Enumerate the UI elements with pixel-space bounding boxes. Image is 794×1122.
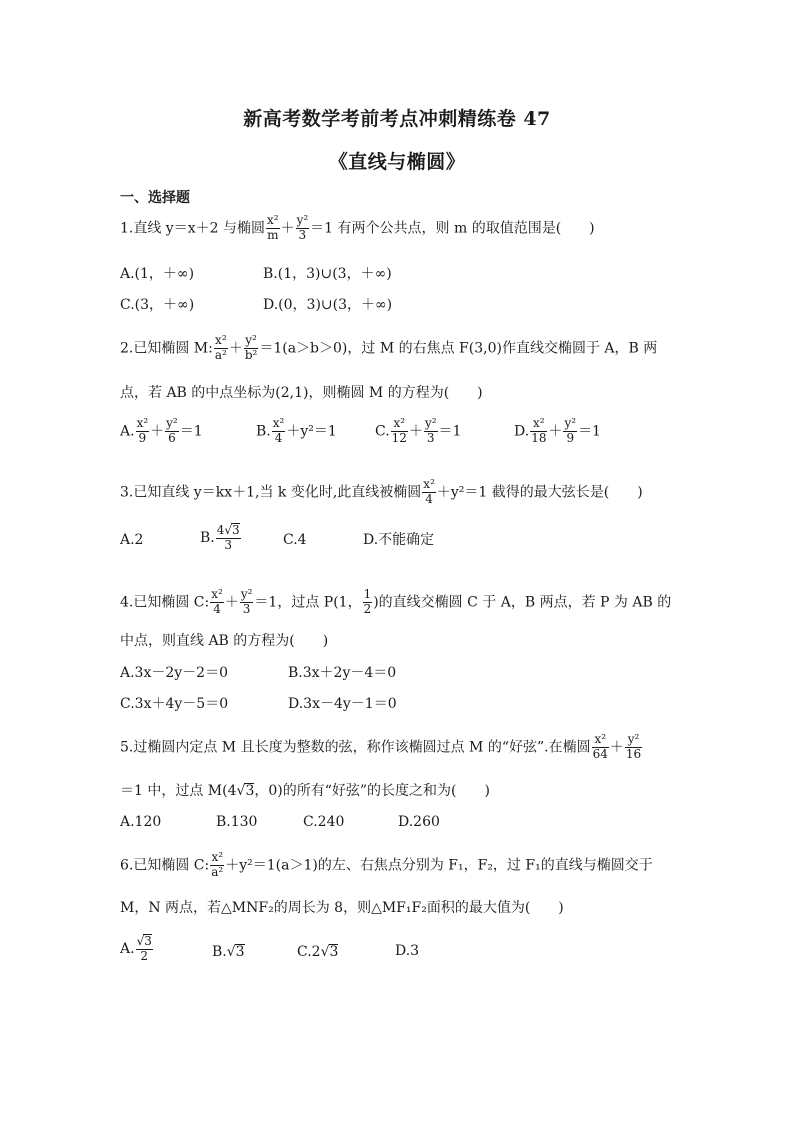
question-2-option-c: C. $\frac{\text{x²}}{12}$ ＋ $\frac{\text{y²}}{3}$ ＝1 [375, 416, 462, 445]
question-1-stem: 1.直线 y＝x＋2 与椭圆 $\frac{\text{x²}}{m}$ ＋ $\frac{\text{y²}}{3}$ ＝1 有两个公共点，则 m 的取值范围是( ) [120, 213, 595, 242]
question-5-stem-line-2: ＝1 中，过点 M(4√3，0)的所有“好弦”的长度之和为( ) [120, 783, 490, 799]
question-5-option-d: D.260 [398, 814, 440, 830]
section-heading: 一、选择题 [120, 190, 190, 206]
question-3-option-b: B. $\frac{4√3}{3}$ [200, 523, 240, 552]
question-4-option-b: B.3x＋2y－4＝0 [288, 665, 397, 681]
question-3-option-c: C.4 [283, 532, 307, 548]
question-3-option-d: D.不能确定 [363, 532, 435, 548]
question-6-option-a: A. $\frac{√3}{2}$ [120, 934, 152, 963]
question-6-option-d: D.3 [395, 943, 420, 959]
fraction: $\frac{\text{y²}}{3}$ [296, 213, 309, 242]
question-5-stem: 5.过椭圆内定点 M 且长度为整数的弦，称作该椭圆过点 M 的“好弦”.在椭圆 $\frac{\text{x²}}{64}$ ＋ $\frac{\text{y²}}{16}$ [120, 732, 642, 761]
fraction: $\frac{\text{x²}}{m}$ [266, 213, 279, 242]
question-1-option-d: D.(0，3)∪(3，＋∞) [263, 297, 393, 313]
question-3-stem: 3.已知直线 y＝kx＋1,当 k 变化时,此直线被椭圆 $\frac{\text{x²}}{4}$ ＋y²＝1 截得的最大弦长是( ) [120, 477, 643, 506]
question-6-option-b: B.√3 [212, 944, 245, 960]
question-4-option-d: D.3x－4y－1＝0 [288, 696, 397, 712]
fraction: $\frac{\text{y²}}{16}$ [625, 732, 642, 761]
question-6-option-c: C.2√3 [297, 944, 339, 960]
question-4-stem: 4.已知椭圆 C: $\frac{\text{x²}}{4}$ ＋ $\frac{\text{y²}}{3}$ ＝1，过点 P(1， $\frac{1}{2}$ )的直线交椭圆 C 于 A，B 两点，若 P 为 AB 的 [120, 587, 672, 616]
question-6-stem-line-2: M，N 两点，若△MNF₂的周长为 8，则△MF₁F₂面积的最大值为( ) [120, 900, 564, 916]
fraction: $\frac{\text{x²}}{64}$ [592, 732, 608, 761]
question-4-stem-line-2: 中点，则直线 AB 的方程为( ) [120, 633, 329, 649]
fraction: $\frac{\text{x²}}{\text{a²}}$ [211, 850, 224, 879]
question-2-option-a: A. $\frac{\text{x²}}{9}$ ＋ $\frac{\text{y²}}{6}$ ＝1 [120, 416, 203, 445]
question-1-option-b: B.(1，3)∪(3，＋∞) [263, 266, 392, 282]
fraction: $\frac{\text{x²}}{4}$ [211, 587, 223, 616]
question-2-stem-line-2: 点，若 AB 的中点坐标为(2,1)，则椭圆 M 的方程为( ) [120, 385, 483, 401]
question-4-option-c: C.3x＋4y－5＝0 [120, 696, 229, 712]
question-5-option-a: A.120 [120, 814, 162, 830]
fraction: $\frac{\text{x²}}{4}$ [423, 477, 435, 506]
question-6-stem: 6.已知椭圆 C: $\frac{\text{x²}}{\text{a²}}$ ＋y²＝1(a＞1)的左、右焦点分别为 F₁，F₂，过 F₁的直线与椭圆交于 [120, 850, 653, 879]
question-1-option-a: A.(1，＋∞) [120, 266, 195, 282]
page-title: 新高考数学考前考点冲刺精练卷 47 [243, 108, 551, 130]
page-subtitle: 《直线与椭圆》 [328, 151, 466, 173]
question-3-option-a: A.2 [120, 532, 144, 548]
fraction: $\frac{\text{y²}}{3}$ [240, 587, 253, 616]
question-5-option-c: C.240 [303, 814, 345, 830]
question-1-option-c: C.(3，＋∞) [120, 297, 195, 313]
question-4-option-a: A.3x－2y－2＝0 [120, 665, 228, 681]
question-2-option-d: D. $\frac{\text{x²}}{18}$ ＋ $\frac{\text{y²}}{9}$ ＝1 [514, 416, 601, 445]
fraction: $\frac{1}{2}$ [363, 587, 372, 616]
question-2-stem: 2.已知椭圆 M: $\frac{\text{x²}}{\text{a²}}$ ＋ $\frac{\text{y²}}{\text{b²}}$ ＝1(a＞b＞0)，过 M 的右焦点 F(3,0)作直线交椭圆于 A，B 两 [120, 333, 658, 362]
question-5-option-b: B.130 [216, 814, 258, 830]
fraction: $\frac{\text{x²}}{\text{a²}}$ [214, 333, 227, 362]
fraction: $\frac{\text{y²}}{\text{b²}}$ [244, 333, 258, 362]
question-2-option-b: B. $\frac{\text{x²}}{4}$ ＋y²＝1 [256, 416, 337, 445]
